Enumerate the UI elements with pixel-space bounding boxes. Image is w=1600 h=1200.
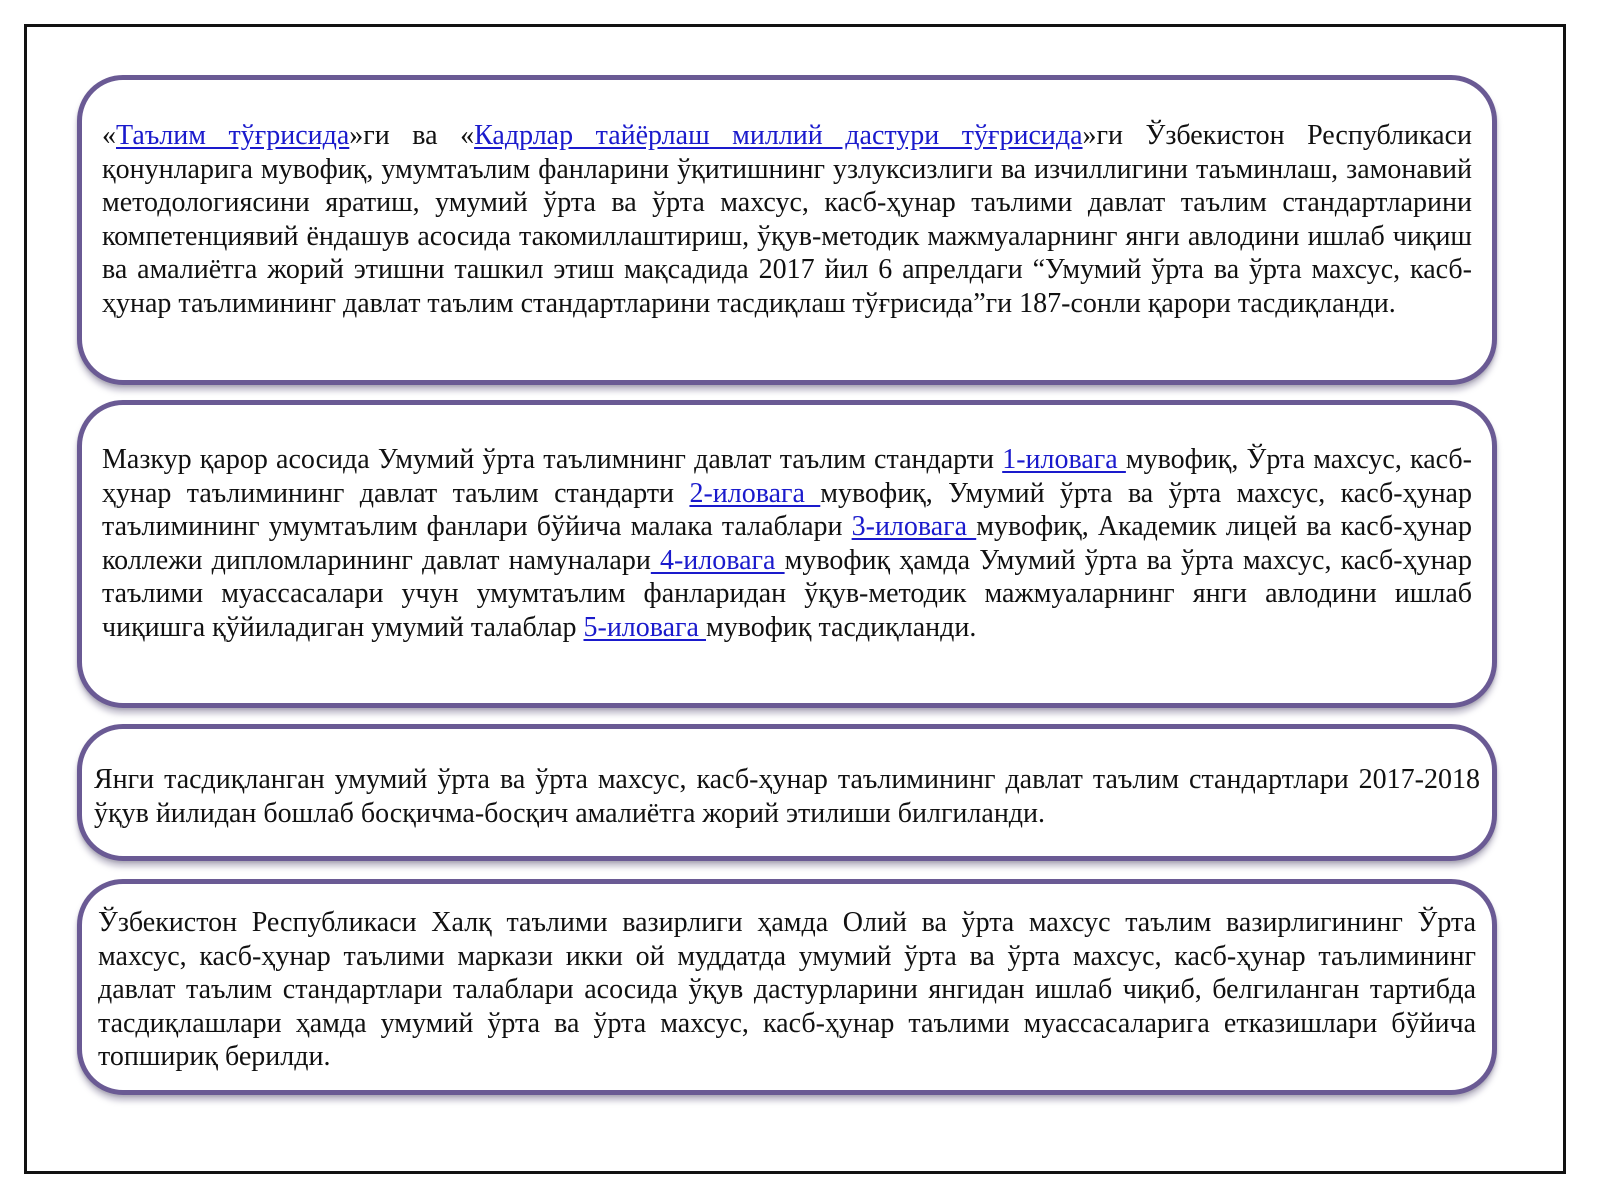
link-appendix-3[interactable]: 3-иловага bbox=[851, 511, 977, 542]
paragraph-assignment: Ўзбекистон Республикаси Халқ таълими вазирлиги ҳамда Олий ва ўрта махсус таълим вазирлигининг Ўрта махсус, касб-ҳунар таълими маркази икки ой муддатда умумий ўрта ва ўрта махсус, касб-ҳунар таълимининг давлат таълим стандартлари талаблари асосида ўқув дастурларини янгидан ишлаб чиқиб, белгиланган тартибда тасдиқлашлари ҳамда умумий ўрта ва ўрта махсус, касб-ҳунар таълими муассасаларига етказишлари бўйича топшириқ берилди. bbox=[98, 907, 1476, 1072]
paragraph-appendices bbox=[102, 443, 1472, 644]
link-appendix-5[interactable]: 5-иловага bbox=[583, 611, 706, 643]
info-box-assignment bbox=[77, 879, 1497, 1095]
paragraph-implementation: Янги тасдиқланган умумий ўрта ва ўрта махсус, касб-ҳунар таълимининг давлат таълим стандартлари 2017-2018 ўқув йилидан бошлаб босқичма-босқич амалиётга жорий этилиши билгиланди. bbox=[94, 764, 1480, 829]
link-education-law[interactable]: Таълим тўғрисида bbox=[116, 120, 350, 151]
paragraph-laws-rest: »ги Ўзбекистон Республикаси қонунларига мувофиқ, умумтаълим фанларини ўқитишнинг узлуксизлиги ва изчиллигини таъминлаш, замонавий методологиясини яратиш, умумий ўрта ва ўрта махсус, касб-ҳунар таълими давлат таълим стандартларини компетенциявий ёндашув асосида такомиллаштириш, ўқув-методик мажмуаларнинг янги авлодини ишлаб чиқиш ва амалиётга жорий этишни ташкил этиш мақсадида 2017 йил 6 апрелдаги “Умумий ўрта ва ўрта махсус, касб-ҳунар таълимининг давлат таълим стандартларини тасдиқлаш тўғрисида”ги 187-сонли қарори тасдиқланди. bbox=[102, 120, 1473, 319]
info-box-laws bbox=[77, 75, 1497, 385]
text-part-3: мувофиқ, Умумий ўрта ва ўрта махсус, касб-ҳунар таълимининг умумтаълим фанлари бўйича малака талаблари bbox=[102, 477, 1472, 542]
link-personnel-training-law[interactable]: Кадрлар тайёрлаш миллий дастури тўғрисида bbox=[474, 120, 1083, 151]
text-part-4: мувофиқ, Академик лицей ва касб-ҳунар коллежи дипломларининг давлат намуналари bbox=[102, 511, 1472, 576]
text-part-2: мувофиқ, Ўрта махсус, касб-ҳунар таълимининг давлат таълим стандарти bbox=[102, 444, 1472, 509]
text-part-1: Мазкур қарор асосида Умумий ўрта таълимнинг давлат таълим стандарти bbox=[102, 444, 1003, 475]
info-box-appendices bbox=[77, 400, 1497, 708]
link-appendix-2[interactable]: 2-иловага bbox=[689, 477, 821, 509]
paragraph-laws bbox=[102, 119, 1472, 320]
text-part-5: мувофиқ ҳамда Умумий ўрта ва ўрта махсус, касб-ҳунар таълими муассасалари учун умумтаълим фанларидан ўқув-методик мажмуаларнинг янги авлодини ишлаб чиқишга қўйиладиган умумий талаблар bbox=[102, 544, 1472, 643]
slide-frame bbox=[24, 24, 1566, 1174]
text-part-6: мувофиқ тасдиқланди. bbox=[705, 611, 977, 643]
link-appendix-4[interactable]: 4-иловага bbox=[650, 544, 785, 576]
link-appendix-1[interactable]: 1-иловага bbox=[1002, 444, 1126, 475]
quote-open: « bbox=[102, 120, 116, 151]
info-box-implementation bbox=[77, 724, 1497, 861]
text-between-links: »ги ва « bbox=[349, 120, 475, 151]
